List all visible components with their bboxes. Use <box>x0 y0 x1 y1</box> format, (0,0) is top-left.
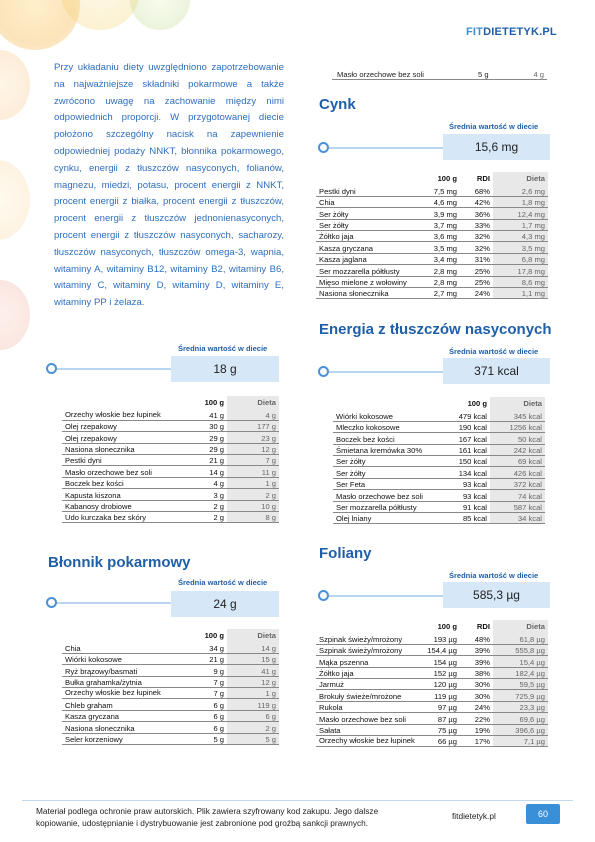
fruit-decoration-left <box>0 40 40 640</box>
amount-per-100g: 3,9 mg <box>418 208 460 219</box>
foliany-table: 100 g RDI Dieta Szpinak świeży/mrożony 193 µg 48% 61,8 µg Szpinak świeży/mrożony 154,4 µg 39% 555,8 µg Mąka pszenna 154 µg 39% 15,4 µg Żółtko jaja 152 µg 38% 182,4 µg Jarmuż 120 µg 30% 59,5 µg Brokuły świeże/mrożone 119 µg 30% 725,9 µg Rukola 97 µg 24% 23,3 µg Masło orzechowe bez soli 87 µg 22% 69,6 µg Sałata 75 µg 19% 396,6 µg Orzechy włoskie bez łupinek 66 µg 17% 7,1 µg <box>316 620 548 747</box>
amount-per-100g: 91 kcal <box>438 501 490 512</box>
slider-knob <box>318 590 329 601</box>
food-name: Ser żółty <box>333 467 438 478</box>
food-name: Ser Feta <box>333 478 438 489</box>
slider-line <box>322 595 447 597</box>
diet-amount: 7 g <box>227 455 279 466</box>
food-name: Szpinak świeży/mrożony <box>316 633 418 644</box>
table-row <box>62 733 279 744</box>
diet-amount: 1,7 mg <box>493 219 548 230</box>
table-row <box>333 410 545 421</box>
food-name: Ser żółty <box>316 219 418 230</box>
table-row <box>316 253 548 264</box>
diet-amount: 1256 kcal <box>490 421 545 432</box>
diet-amount: 74 kcal <box>490 490 545 501</box>
table-row <box>62 477 279 488</box>
table-row <box>333 501 545 512</box>
diet-amount: 12 g <box>227 443 279 454</box>
table-row <box>316 656 548 667</box>
food-name: Nasiona słonecznika <box>62 722 177 733</box>
amount-per-100g: 154 µg <box>418 656 460 667</box>
food-name: Żółtko jaja <box>316 667 418 678</box>
diet-amount: 3,5 mg <box>493 242 548 253</box>
table-row <box>316 724 548 735</box>
food-name: Mleczko kokosowe <box>333 421 438 432</box>
diet-amount: 177 g <box>227 420 279 431</box>
diet-amount: 372 kcal <box>490 478 545 489</box>
amount-per-100g: 190 kcal <box>438 421 490 432</box>
food-name: Żółtko jaja <box>316 231 418 242</box>
table-row <box>333 490 545 501</box>
average-label: Średnia wartość w diecie <box>449 122 539 131</box>
food-name: Sałata <box>316 724 418 735</box>
rdi-percent: 25% <box>460 276 493 287</box>
rdi-percent: 24% <box>460 701 493 712</box>
diet-amount: 4 g <box>227 409 279 420</box>
amount-per-100g: 21 g <box>177 653 227 664</box>
table-row <box>62 455 279 466</box>
table-row <box>62 489 279 500</box>
diet-amount: 4,3 mg <box>493 231 548 242</box>
amount-per-100g: 134 kcal <box>438 467 490 478</box>
food-name: Śmietana kremówka 30% <box>333 444 438 455</box>
diet-amount: 12,4 mg <box>493 208 548 219</box>
copyright-notice: Materiał podlega ochronie praw autorskich. Plik zawiera szyfrowany kod zakupu. Jego dalsze kopiowanie, udostępnianie i dystrybuowanie jest zabronione pod groźbą sankcji prawnych. <box>36 806 379 828</box>
table-row <box>62 653 279 664</box>
diet-amount: 182,4 µg <box>493 667 548 678</box>
table-row <box>62 722 279 733</box>
average-value-box: 371 kcal <box>443 358 550 384</box>
food-name: Nasiona słonecznika <box>316 288 418 299</box>
section-title-energia: Energia z tłuszczów nasyconych <box>319 321 552 338</box>
table-row <box>62 676 279 687</box>
average-value-box: 18 g <box>171 356 279 382</box>
diet-amount: 50 kcal <box>490 433 545 444</box>
section-title-foliany: Foliany <box>319 545 372 562</box>
rdi-percent: 24% <box>460 288 493 299</box>
table-row <box>62 642 279 653</box>
food-name: Ryż brązowy/basmati <box>62 665 177 676</box>
amount-per-100g: 3 g <box>177 489 227 500</box>
table-row <box>316 208 548 219</box>
diet-amount: 587 kcal <box>490 501 545 512</box>
diet-amount: 6,8 mg <box>493 253 548 264</box>
amount-per-100g: 97 µg <box>418 701 460 712</box>
rdi-percent: 33% <box>460 219 493 230</box>
food-name: Szpinak świeży/mrożony <box>316 644 418 655</box>
table-row <box>333 421 545 432</box>
food-name: Boczek bez kości <box>333 433 438 444</box>
food-name: Masło orzechowe bez soli <box>316 713 418 724</box>
table-row <box>62 466 279 477</box>
food-name: Olej rzepakowy <box>62 420 177 431</box>
amount-per-100g: 3,6 mg <box>418 231 460 242</box>
average-label: Średnia wartość w diecie <box>449 347 539 356</box>
diet-amount: 12 g <box>227 676 279 687</box>
rdi-percent: 25% <box>460 265 493 276</box>
amount-per-100g: 2 g <box>177 500 227 511</box>
table-row <box>316 288 548 299</box>
slider-knob <box>46 363 57 374</box>
table-row <box>316 701 548 712</box>
section-title-cynk: Cynk <box>319 96 356 113</box>
diet-amount: 10 g <box>227 500 279 511</box>
cynk-table: 100 g RDI Dieta Pestki dyni 7,5 mg 68% 2,6 mg Chia 4,6 mg 42% 1,8 mg Ser żółty 3,9 mg 36% 12,4 mg Ser żółty 3,7 mg 33% 1,7 mg Żółtko jaja 3,6 mg 32% 4,3 mg Kasza gryczana 3,5 mg 32% 3,5 mg Kasza jaglana 3,4 mg 31% 6,8 mg Ser mozzarella półtłusty 2,8 mg 25% 17,8 mg Mięso mielone z wołowiny 2,8 mg 25% 8,6 mg Nasiona słonecznika 2,7 mg 24% 1,1 mg <box>316 172 548 299</box>
diet-amount: 59,5 µg <box>493 679 548 690</box>
amount-per-100g: 161 kcal <box>438 444 490 455</box>
table-row <box>62 665 279 676</box>
table-row <box>333 444 545 455</box>
amount-per-100g: 75 µg <box>418 724 460 735</box>
table-row <box>333 433 545 444</box>
rdi-percent: 30% <box>460 679 493 690</box>
diet-amount: 34 kcal <box>490 513 545 524</box>
slider-line <box>322 371 447 373</box>
food-name: Boczek bez kości <box>62 477 177 488</box>
diet-amount: 119 g <box>227 699 279 710</box>
amount-per-100g: 7 g <box>177 676 227 687</box>
table-row <box>316 736 548 747</box>
diet-amount: 2 g <box>227 489 279 500</box>
food-name: Masło orzechowe bez soli <box>62 466 177 477</box>
food-name: Mięso mielone z wołowiny <box>316 276 418 287</box>
table-row <box>333 467 545 478</box>
food-name: Ser żółty <box>333 456 438 467</box>
food-name: Ser mozzarella półtłusty <box>333 501 438 512</box>
food-name: Udo kurczaka bez skóry <box>62 512 177 523</box>
food-name: Orzechy włoskie bez łupinek <box>62 409 177 420</box>
rdi-percent: 17% <box>460 736 493 747</box>
diet-amount: 8,6 mg <box>493 276 548 287</box>
blonnik-table: 100 g Dieta Chia 34 g 14 g Wiórki kokosowe 21 g 15 g Ryż brązowy/basmati 9 g 41 g Bułka grahamka/żytnia 7 g 12 g Orzechy włoskie bez łupinek 7 g 1 g Chleb graham 6 g 119 g Kasza gryczana 6 g 6 g Nasiona słonecznika 6 g 2 g Seler korzeniowy 5 g 5 g <box>62 629 279 745</box>
food-name: Brokuły świeże/mrożone <box>316 690 418 701</box>
average-label: Średnia wartość w diecie <box>449 571 539 580</box>
rdi-percent: 19% <box>460 724 493 735</box>
footer-divider <box>22 800 573 801</box>
amount-per-100g: 6 g <box>177 722 227 733</box>
diet-amount: 555,8 µg <box>493 644 548 655</box>
amount-per-100g: 3,7 mg <box>418 219 460 230</box>
amount-per-100g: 193 µg <box>418 633 460 644</box>
amount-per-100g: 167 kcal <box>438 433 490 444</box>
diet-amount: 1 g <box>227 477 279 488</box>
rdi-percent: 42% <box>460 196 493 207</box>
diet-amount: 396,6 µg <box>493 724 548 735</box>
table-row <box>316 679 548 690</box>
rdi-percent: 36% <box>460 208 493 219</box>
slider-line <box>50 368 175 370</box>
amount-per-100g: 150 kcal <box>438 456 490 467</box>
table-row <box>62 688 279 699</box>
table-row <box>333 513 545 524</box>
table-row <box>333 478 545 489</box>
table-row <box>316 185 548 196</box>
rdi-percent: 48% <box>460 633 493 644</box>
diet-amount: 242 kcal <box>490 444 545 455</box>
amount-per-100g: 29 g <box>177 432 227 443</box>
amount-per-100g: 479 kcal <box>438 410 490 421</box>
diet-amount: 5 g <box>227 733 279 744</box>
food-name: Mąka pszenna <box>316 656 418 667</box>
amount-per-100g: 21 g <box>177 455 227 466</box>
diet-amount: 15,4 µg <box>493 656 548 667</box>
amount-per-100g: 34 g <box>177 642 227 653</box>
amount-per-100g: 7 g <box>177 688 227 699</box>
amount-per-100g: 4 g <box>177 477 227 488</box>
brand-logo: FITDIETETYK.PL <box>466 26 557 38</box>
amount-per-100g: 7,5 mg <box>418 185 460 196</box>
table-row <box>62 409 279 420</box>
slider-line <box>50 602 175 604</box>
diet-amount: 61,8 µg <box>493 633 548 644</box>
diet-amount: 69 kcal <box>490 456 545 467</box>
slider-knob <box>318 366 329 377</box>
average-label: Średnia wartość w diecie <box>178 344 268 353</box>
food-name: Bułka grahamka/żytnia <box>62 676 177 687</box>
table-row <box>316 713 548 724</box>
diet-amount: 1,8 mg <box>493 196 548 207</box>
nnkt-table: 100 g Dieta Orzechy włoskie bez łupinek 41 g 4 g Olej rzepakowy 30 g 177 g Olej rzepakowy 29 g 23 g Nasiona słonecznika 29 g 12 g Pestki dyni 21 g 7 g Masło orzechowe bez soli 14 g 11 g Boczek bez kości 4 g 1 g Kapusta kiszona 3 g 2 g Kabanosy drobiowe 2 g 10 g Udo kurczaka bez skóry 2 g 8 g <box>62 396 279 523</box>
diet-amount: 1 g <box>227 688 279 699</box>
diet-amount: 2 g <box>227 722 279 733</box>
diet-amount: 41 g <box>227 665 279 676</box>
section-title-blonnik: Błonnik pokarmowy <box>48 554 191 571</box>
table-row <box>316 633 548 644</box>
amount-per-100g: 3,4 mg <box>418 253 460 264</box>
amount-per-100g: 2,8 mg <box>418 276 460 287</box>
diet-amount: 8 g <box>227 512 279 523</box>
food-name: Ser żółty <box>316 208 418 219</box>
food-name: Kasza jaglana <box>316 253 418 264</box>
table-row <box>316 231 548 242</box>
diet-amount: 7,1 µg <box>493 736 548 747</box>
food-name: Pestki dyni <box>62 455 177 466</box>
diet-amount: 2,6 mg <box>493 185 548 196</box>
slider-knob <box>46 597 57 608</box>
food-name: Chia <box>62 642 177 653</box>
average-value-box: 24 g <box>171 591 279 617</box>
amount-per-100g: 6 g <box>177 699 227 710</box>
rdi-percent: 32% <box>460 231 493 242</box>
food-name: Olej lniany <box>333 513 438 524</box>
table-row <box>316 276 548 287</box>
food-name: Chleb graham <box>62 699 177 710</box>
energia-table: 100 g Dieta Wiórki kokosowe 479 kcal 345 kcal Mleczko kokosowe 190 kcal 1256 kcal Boczek bez kości 167 kcal 50 kcal Śmietana kremówka 30% 161 kcal 242 kcal Ser żółty 150 kcal 69 kcal Ser żółty 134 kcal 426 kcal Ser Feta 93 kcal 372 kcal Masło orzechowe bez soli 93 kcal 74 kcal Ser mozzarella półtłusty 91 kcal 587 kcal Olej lniany 85 kcal 34 kcal <box>333 397 545 524</box>
food-name: Chia <box>316 196 418 207</box>
table-row <box>62 512 279 523</box>
food-name: Kapusta kiszona <box>62 489 177 500</box>
average-value-box: 15,6 mg <box>443 134 550 160</box>
diet-amount: 17,8 mg <box>493 265 548 276</box>
table-row-continued: Masło orzechowe bez soli 5 g 4 g <box>332 68 547 80</box>
page-number: 60 <box>526 804 560 824</box>
amount-per-100g: 85 kcal <box>438 513 490 524</box>
rdi-percent: 38% <box>460 667 493 678</box>
rdi-percent: 32% <box>460 242 493 253</box>
amount-per-100g: 30 g <box>177 420 227 431</box>
diet-amount: 69,6 µg <box>493 713 548 724</box>
diet-amount: 23,3 µg <box>493 701 548 712</box>
rdi-percent: 68% <box>460 185 493 196</box>
food-name: Orzechy włoskie bez łupinek <box>62 688 177 699</box>
table-row <box>62 420 279 431</box>
amount-per-100g: 14 g <box>177 466 227 477</box>
average-value-box: 585,3 µg <box>443 582 550 608</box>
amount-per-100g: 3,5 mg <box>418 242 460 253</box>
table-row <box>316 219 548 230</box>
food-name: Ser mozzarella półtłusty <box>316 265 418 276</box>
food-name: Kasza gryczana <box>62 710 177 721</box>
diet-amount: 725,9 µg <box>493 690 548 701</box>
amount-per-100g: 4,6 mg <box>418 196 460 207</box>
amount-per-100g: 93 kcal <box>438 490 490 501</box>
rdi-percent: 30% <box>460 690 493 701</box>
food-name: Masło orzechowe bez soli <box>333 490 438 501</box>
food-name: Jarmuż <box>316 679 418 690</box>
amount-per-100g: 152 µg <box>418 667 460 678</box>
footer-site-link[interactable]: fitdietetyk.pl <box>452 811 496 821</box>
table-row <box>316 265 548 276</box>
food-name: Rukola <box>316 701 418 712</box>
food-name: Kasza gryczana <box>316 242 418 253</box>
table-row <box>62 710 279 721</box>
slider-knob <box>318 142 329 153</box>
amount-per-100g: 6 g <box>177 710 227 721</box>
diet-amount: 15 g <box>227 653 279 664</box>
diet-amount: 11 g <box>227 466 279 477</box>
table-row <box>62 699 279 710</box>
table-row <box>62 432 279 443</box>
food-name: Pestki dyni <box>316 185 418 196</box>
table-row <box>62 443 279 454</box>
amount-per-100g: 9 g <box>177 665 227 676</box>
diet-amount: 14 g <box>227 642 279 653</box>
table-row <box>316 644 548 655</box>
diet-amount: 23 g <box>227 432 279 443</box>
amount-per-100g: 120 µg <box>418 679 460 690</box>
food-name: Orzechy włoskie bez łupinek <box>316 736 418 747</box>
table-row <box>316 667 548 678</box>
table-row <box>316 196 548 207</box>
table-row <box>316 242 548 253</box>
rdi-percent: 31% <box>460 253 493 264</box>
amount-per-100g: 2,7 mg <box>418 288 460 299</box>
slider-line <box>322 147 447 149</box>
intro-paragraph: Przy układaniu diety uwzględniono zapotrzebowanie na najważniejsze składniki pokarmowe a także zwrócono uwagę na zachowanie między nimi odpowiednich proporcji. W przygotowanej diecie położono szczególny nacisk na zapewnienie odpowiedniej podaży NNKT, błonnika pokarmowego, cynku, energii z tłuszczów nasyconych, folianów, magnezu, miedzi, potasu, procent energii z NNKT, procent energii z białka, procent energii z tłuszczów, procent energii z tłuszczów jednonienasyconych, procent energii z tłuszczów nasyconych, sacharozy, tłuszczów nasyconych, tłuszczów omega-3, wapnia, witaminy A, witaminy B12, witaminy B2, witaminy B6, witaminy C, witaminy D, witaminy D, witaminy E, witaminy PP i żelaza. <box>54 62 284 309</box>
rdi-percent: 22% <box>460 713 493 724</box>
food-name: Wiórki kokosowe <box>333 410 438 421</box>
food-name: Seler korzeniowy <box>62 733 177 744</box>
amount-per-100g: 87 µg <box>418 713 460 724</box>
table-row <box>316 690 548 701</box>
diet-amount: 426 kcal <box>490 467 545 478</box>
amount-per-100g: 154,4 µg <box>418 644 460 655</box>
food-name: Kabanosy drobiowe <box>62 500 177 511</box>
amount-per-100g: 2,8 mg <box>418 265 460 276</box>
rdi-percent: 39% <box>460 656 493 667</box>
amount-per-100g: 119 µg <box>418 690 460 701</box>
food-name: Nasiona słonecznika <box>62 443 177 454</box>
table-row <box>333 456 545 467</box>
diet-amount: 6 g <box>227 710 279 721</box>
amount-per-100g: 29 g <box>177 443 227 454</box>
table-row <box>62 500 279 511</box>
amount-per-100g: 5 g <box>177 733 227 744</box>
amount-per-100g: 93 kcal <box>438 478 490 489</box>
diet-amount: 345 kcal <box>490 410 545 421</box>
amount-per-100g: 2 g <box>177 512 227 523</box>
food-name: Olej rzepakowy <box>62 432 177 443</box>
diet-amount: 1,1 mg <box>493 288 548 299</box>
rdi-percent: 39% <box>460 644 493 655</box>
amount-per-100g: 66 µg <box>418 736 460 747</box>
average-label: Średnia wartość w diecie <box>178 578 268 587</box>
food-name: Wiórki kokosowe <box>62 653 177 664</box>
amount-per-100g: 41 g <box>177 409 227 420</box>
